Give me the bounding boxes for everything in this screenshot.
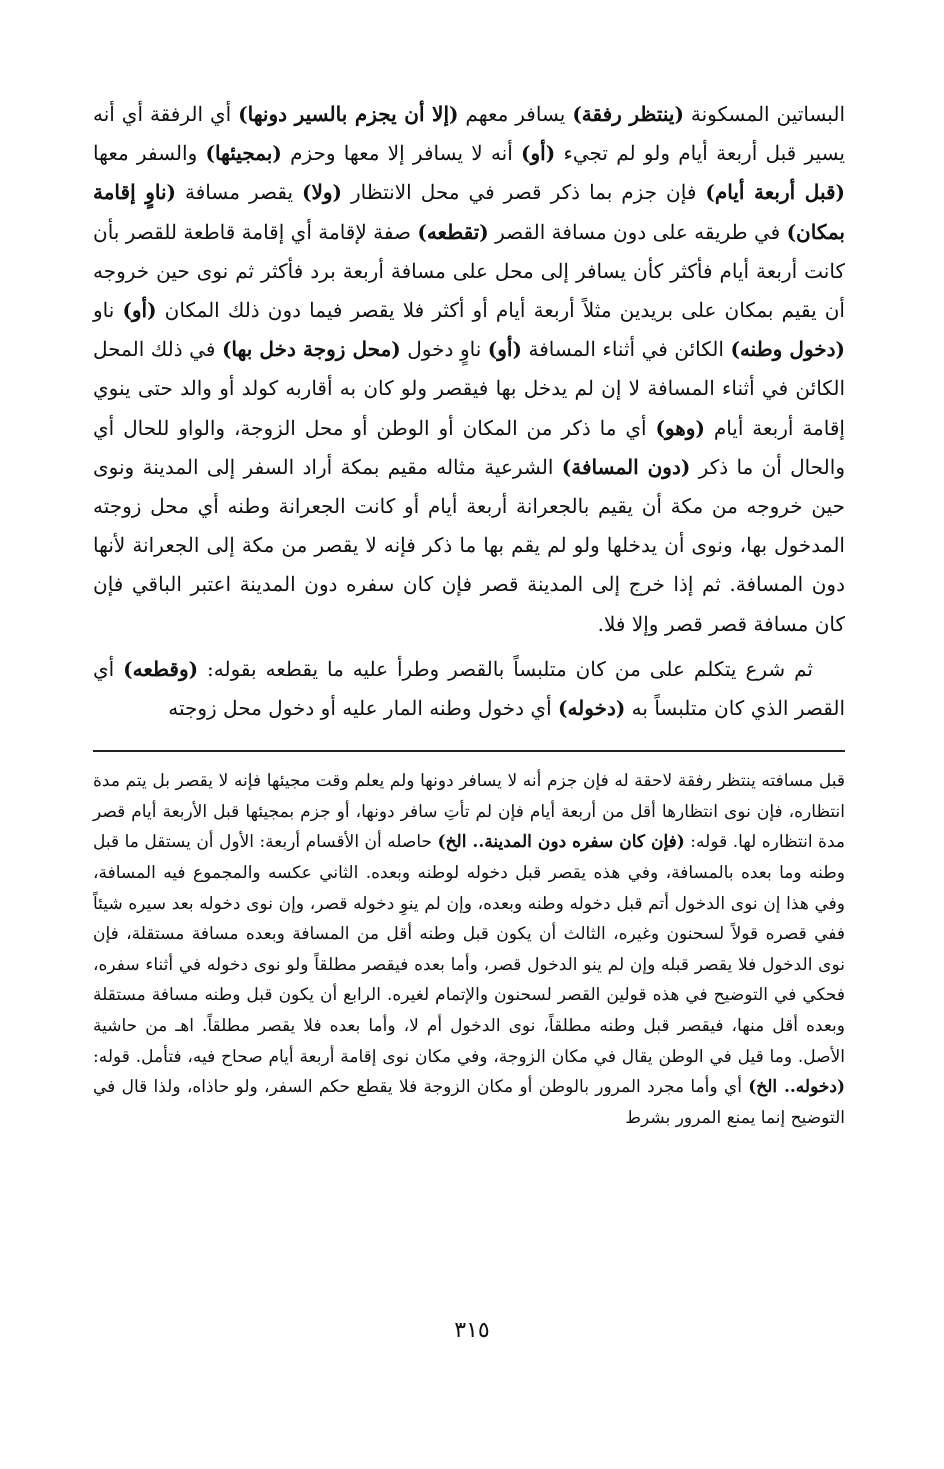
bold-term: (ينتظر رفقة)	[572, 102, 684, 126]
text-run: حاصله أن الأقسام أربعة: الأول أن يستقل ما قبل وطنه وما بعده بالمسافة، وفي هذه يقصر قبل دخوله لوطنه وبعده. الثاني عكسه والمجموع فيه المسافة، وفي هذا إن نوى الدخول أتم قبل دخوله وطنه وبعده، وإن لم ينوِ دخوله قصر، وإن نوى دخوله بعد سيره شيئاً ففي قصره قولاً لسحنون وغيره، الثالث أن يكون قبل وطنه أقل من المسافة وبعده مسافة مستقلة، فإن نوى الدخول فلا يقصر قبله وإن لم ينو الدخول قصر، وأما بعده فيقصر مطلقاً ولو نوى دخوله في أثناء سفره، فحكي في التوضيح في هذه قولين القصر لسحنون والإتمام لغيره. الرابع أن يكون قبل وطنه مسافة مستقلة وبعده أقل منها، فيقصر قبل وطنه مطلقاً، نوى الدخول أم لا، وأما بعده فلا يقصر مطلقاً. اهـ من حاشية الأصل. وما قيل في الوطن يقال في مكان الزوجة، وفي مكان نوى إقامة أربعة أيام صحاح فيه، فتأمل. قوله:	[93, 832, 845, 1067]
text-run: أي وأما مجرد المرور بالوطن أو مكان الزوجة فلا يقطع حكم السفر، ولو حاذاه، ولذا قال في التوضيح إنما يمنع المرور بشرط	[93, 1077, 845, 1128]
text-run: قبل مسافته ينتظر رفقة لاحقة له فإن جزم أنه لا يسافر دونها ولم يعلم وقت مجيئها فإنه لا يقصر بل يتم مدة انتظاره، فإن نوى انتظارها أقل من أربعة أيام فإن لم تأتِ سافر دونها، أو جزم بمجيئها قبل الأربعة أيام قصر مدة انتظاره لها. قوله:	[93, 771, 845, 853]
bold-term: (دخوله)	[557, 696, 626, 721]
text-run: أنه لا يسافر إلا معها وحزم	[281, 141, 522, 166]
bold-term: (أو)	[487, 337, 522, 362]
footnote-divider	[93, 750, 845, 752]
bold-term: (ولا)	[302, 180, 342, 205]
main-text	[93, 95, 845, 728]
bold-term: (ناوٍ إقامة بمكان)	[93, 180, 845, 244]
main-paragraph-2	[93, 650, 845, 728]
text-run: ناوٍ دخول	[400, 337, 488, 362]
text-run: أي القصر الذي كان متلبساً به	[93, 656, 845, 721]
text-run: فإن جزم بما ذكر قصر في محل الانتظار	[342, 180, 706, 205]
bold-term: (تقطعه)	[417, 219, 489, 244]
footnote-paragraph	[93, 766, 845, 1133]
text-run: في ذلك المحل الكائن في أثناء المسافة لا إن لم يدخل بها فيقصر ولو كان به أقاربه كولد أو والد حتى ينوي إقامة أربعة أيام	[93, 337, 845, 440]
bold-term: (محل زوجة دخل بها)	[221, 337, 401, 362]
bold-term: (أو)	[521, 141, 556, 166]
text-run: الكائن في أثناء المسافة	[521, 337, 731, 362]
text-run: البساتين المسكونة	[683, 102, 845, 126]
text-run: والسفر معها	[93, 141, 206, 166]
bold-term: (قبل أربعة أيام)	[705, 180, 846, 205]
bold-term: (وقطعه)	[123, 656, 199, 681]
bold-term: (دون المسافة)	[561, 454, 691, 479]
page-number: ٣١٥	[454, 1318, 490, 1343]
footnote-text	[93, 766, 845, 1133]
bold-term: (أو)	[122, 298, 157, 323]
text-run: يسافر معهم	[458, 102, 573, 126]
text-run: يقصر مسافة	[176, 180, 302, 205]
text-run: الشرعية مثاله مقيم بمكة أراد السفر إلى المدينة ونوى حين خروجه من مكة أن يقيم بالجعرانة أربعة أيام أو كانت الجعرانة وطنه أي محل زوجته المدخول بها، ونوى أن يدخلها ولو لم يقم بها ما ذكر فإنه لا يقصر من مكة إلى الجعرانة لأنها دون المسافة. ثم إذا خرج إلى المدينة قصر فإن كان سفره دون المدينة اعتبر الباقي فإن كان مسافة قصر قصر وإلا فلا.	[93, 454, 846, 636]
bold-term: (إلا أن يجزم بالسير دونها)	[238, 102, 459, 126]
text-run: ثم شرع يتكلم على من كان متلبساً بالقصر وطرأ عليه ما يقطعه بقوله:	[198, 656, 813, 681]
text-run: صفة لإقامة أي إقامة قاطعة للقصر بأن كانت أربعة أيام فأكثر كأن يسافر إلى محل على مسافة أربعة برد فأكثر ثم نوى حين خروجه أن يقيم بمكان على بريدين مثلاً أربعة أيام أو أكثر فلا يقصر فيما دون ذلك المكان	[93, 219, 845, 323]
bold-term: (دخول وطنه)	[730, 337, 846, 362]
text-run: أي دخول وطنه المار عليه أو دخول محل زوجته	[168, 696, 558, 721]
text-run: ناو	[93, 298, 123, 323]
main-paragraph-1	[93, 95, 845, 644]
text-run: أي الرفقة أي أنه يسير قبل أربعة أيام ولو لم تجيء	[93, 102, 845, 166]
page	[93, 95, 845, 1133]
bold-term: (دخوله.. الخ)	[748, 1077, 845, 1098]
text-run: أي ما ذكر من المكان أو الوطن أو محل الزوجة، والواو للحال أي والحال أن ما ذكر	[93, 415, 845, 479]
bold-term: (بمجيئها)	[205, 141, 282, 166]
bold-term: (وهو)	[655, 415, 705, 440]
text-run: في طريقه على دون مسافة القصر	[488, 219, 787, 244]
bold-term: (فإن كان سفره دون المدينة.. الخ)	[437, 832, 685, 853]
